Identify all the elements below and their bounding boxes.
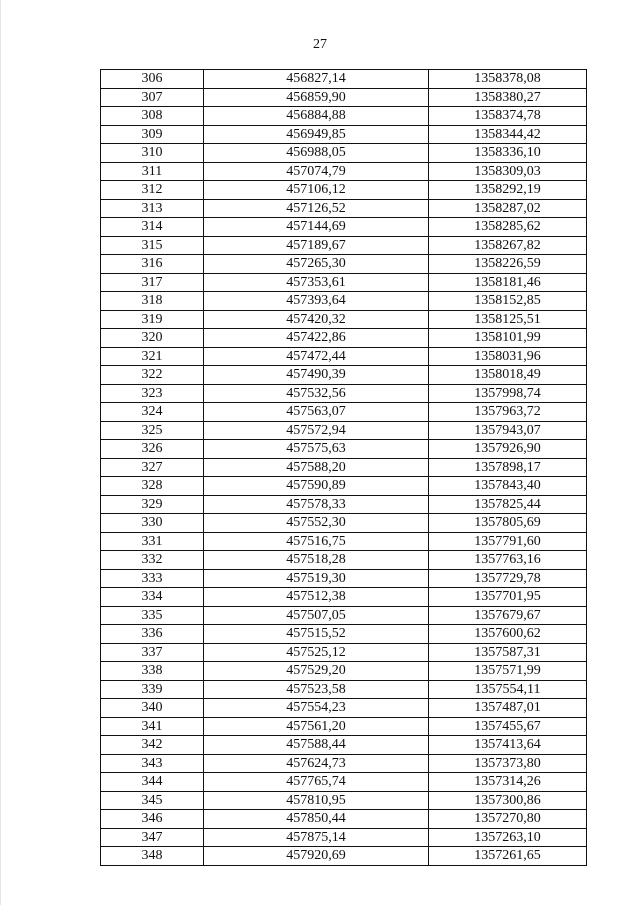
table-row [101, 810, 587, 829]
table-row [101, 70, 587, 89]
table-row [101, 625, 587, 644]
table-row [101, 107, 587, 126]
coordinates-table [100, 69, 587, 866]
point-number-cell: 330 [101, 514, 204, 533]
x-coordinate-cell: 457624,73 [204, 754, 429, 773]
x-coordinate-cell: 457518,28 [204, 551, 429, 570]
y-coordinate-cell: 1358336,10 [429, 144, 587, 163]
y-coordinate-cell: 1357373,80 [429, 754, 587, 773]
x-coordinate-cell: 457529,20 [204, 662, 429, 681]
y-coordinate-cell: 1358267,82 [429, 236, 587, 255]
point-number-cell: 310 [101, 144, 204, 163]
y-coordinate-cell: 1357763,16 [429, 551, 587, 570]
table-row [101, 310, 587, 329]
y-coordinate-cell: 1357455,67 [429, 717, 587, 736]
table-row [101, 236, 587, 255]
y-coordinate-cell: 1357843,40 [429, 477, 587, 496]
y-coordinate-cell: 1357261,65 [429, 847, 587, 866]
x-coordinate-cell: 457074,79 [204, 162, 429, 181]
y-coordinate-cell: 1357825,44 [429, 495, 587, 514]
y-coordinate-cell: 1358380,27 [429, 88, 587, 107]
x-coordinate-cell: 457578,33 [204, 495, 429, 514]
x-coordinate-cell: 457189,67 [204, 236, 429, 255]
page-edge-line [0, 0, 1, 905]
table-row [101, 273, 587, 292]
x-coordinate-cell: 456949,85 [204, 125, 429, 144]
table-row [101, 606, 587, 625]
table-row [101, 477, 587, 496]
point-number-cell: 333 [101, 569, 204, 588]
x-coordinate-cell: 457422,86 [204, 329, 429, 348]
point-number-cell: 306 [101, 70, 204, 89]
point-number-cell: 307 [101, 88, 204, 107]
point-number-cell: 327 [101, 458, 204, 477]
point-number-cell: 343 [101, 754, 204, 773]
table-row [101, 199, 587, 218]
y-coordinate-cell: 1358344,42 [429, 125, 587, 144]
y-coordinate-cell: 1357805,69 [429, 514, 587, 533]
y-coordinate-cell: 1357314,26 [429, 773, 587, 792]
x-coordinate-cell: 457554,23 [204, 699, 429, 718]
x-coordinate-cell: 457516,75 [204, 532, 429, 551]
point-number-cell: 325 [101, 421, 204, 440]
point-number-cell: 348 [101, 847, 204, 866]
x-coordinate-cell: 457590,89 [204, 477, 429, 496]
x-coordinate-cell: 457420,32 [204, 310, 429, 329]
point-number-cell: 328 [101, 477, 204, 496]
point-number-cell: 334 [101, 588, 204, 607]
point-number-cell: 339 [101, 680, 204, 699]
table-row [101, 329, 587, 348]
y-coordinate-cell: 1357487,01 [429, 699, 587, 718]
point-number-cell: 323 [101, 384, 204, 403]
y-coordinate-cell: 1357600,62 [429, 625, 587, 644]
point-number-cell: 336 [101, 625, 204, 644]
x-coordinate-cell: 457490,39 [204, 366, 429, 385]
x-coordinate-cell: 457507,05 [204, 606, 429, 625]
y-coordinate-cell: 1357587,31 [429, 643, 587, 662]
y-coordinate-cell: 1357943,07 [429, 421, 587, 440]
y-coordinate-cell: 1357701,95 [429, 588, 587, 607]
y-coordinate-cell: 1358309,03 [429, 162, 587, 181]
x-coordinate-cell: 457519,30 [204, 569, 429, 588]
x-coordinate-cell: 457810,95 [204, 791, 429, 810]
y-coordinate-cell: 1357679,67 [429, 606, 587, 625]
y-coordinate-cell: 1357270,80 [429, 810, 587, 829]
table-row [101, 680, 587, 699]
x-coordinate-cell: 457126,52 [204, 199, 429, 218]
y-coordinate-cell: 1357998,74 [429, 384, 587, 403]
y-coordinate-cell: 1358287,02 [429, 199, 587, 218]
table-row [101, 662, 587, 681]
table-row [101, 144, 587, 163]
table-row [101, 162, 587, 181]
point-number-cell: 344 [101, 773, 204, 792]
table-row [101, 366, 587, 385]
table-row [101, 218, 587, 237]
point-number-cell: 315 [101, 236, 204, 255]
table-row [101, 551, 587, 570]
x-coordinate-cell: 457512,38 [204, 588, 429, 607]
point-number-cell: 318 [101, 292, 204, 311]
x-coordinate-cell: 456859,90 [204, 88, 429, 107]
x-coordinate-cell: 457850,44 [204, 810, 429, 829]
point-number-cell: 341 [101, 717, 204, 736]
x-coordinate-cell: 456827,14 [204, 70, 429, 89]
point-number-cell: 324 [101, 403, 204, 422]
table-row [101, 458, 587, 477]
table-row [101, 514, 587, 533]
y-coordinate-cell: 1358018,49 [429, 366, 587, 385]
table-row [101, 828, 587, 847]
point-number-cell: 337 [101, 643, 204, 662]
point-number-cell: 340 [101, 699, 204, 718]
x-coordinate-cell: 457353,61 [204, 273, 429, 292]
table-row [101, 384, 587, 403]
x-coordinate-cell: 457920,69 [204, 847, 429, 866]
y-coordinate-cell: 1357898,17 [429, 458, 587, 477]
x-coordinate-cell: 457532,56 [204, 384, 429, 403]
table-row [101, 717, 587, 736]
x-coordinate-cell: 457523,58 [204, 680, 429, 699]
point-number-cell: 326 [101, 440, 204, 459]
point-number-cell: 342 [101, 736, 204, 755]
table-row [101, 791, 587, 810]
table-row [101, 421, 587, 440]
x-coordinate-cell: 457572,94 [204, 421, 429, 440]
table-row [101, 847, 587, 866]
x-coordinate-cell: 457525,12 [204, 643, 429, 662]
x-coordinate-cell: 457875,14 [204, 828, 429, 847]
table-row [101, 88, 587, 107]
x-coordinate-cell: 457106,12 [204, 181, 429, 200]
y-coordinate-cell: 1358125,51 [429, 310, 587, 329]
table-row [101, 181, 587, 200]
table-row [101, 440, 587, 459]
point-number-cell: 313 [101, 199, 204, 218]
point-number-cell: 346 [101, 810, 204, 829]
table-row [101, 125, 587, 144]
y-coordinate-cell: 1358226,59 [429, 255, 587, 274]
table-row [101, 699, 587, 718]
table-row [101, 532, 587, 551]
table-row [101, 754, 587, 773]
x-coordinate-cell: 457265,30 [204, 255, 429, 274]
table-row [101, 773, 587, 792]
y-coordinate-cell: 1358152,85 [429, 292, 587, 311]
point-number-cell: 314 [101, 218, 204, 237]
page-number: 27 [313, 37, 327, 52]
point-number-cell: 317 [101, 273, 204, 292]
x-coordinate-cell: 457561,20 [204, 717, 429, 736]
table-row [101, 292, 587, 311]
y-coordinate-cell: 1358374,78 [429, 107, 587, 126]
point-number-cell: 332 [101, 551, 204, 570]
y-coordinate-cell: 1358378,08 [429, 70, 587, 89]
y-coordinate-cell: 1357926,90 [429, 440, 587, 459]
point-number-cell: 345 [101, 791, 204, 810]
x-coordinate-cell: 457563,07 [204, 403, 429, 422]
table-row [101, 347, 587, 366]
x-coordinate-cell: 457472,44 [204, 347, 429, 366]
table-row [101, 495, 587, 514]
x-coordinate-cell: 457588,44 [204, 736, 429, 755]
x-coordinate-cell: 457144,69 [204, 218, 429, 237]
x-coordinate-cell: 457515,52 [204, 625, 429, 644]
point-number-cell: 320 [101, 329, 204, 348]
point-number-cell: 347 [101, 828, 204, 847]
y-coordinate-cell: 1358285,62 [429, 218, 587, 237]
y-coordinate-cell: 1358031,96 [429, 347, 587, 366]
point-number-cell: 321 [101, 347, 204, 366]
y-coordinate-cell: 1357729,78 [429, 569, 587, 588]
x-coordinate-cell: 456884,88 [204, 107, 429, 126]
y-coordinate-cell: 1358101,99 [429, 329, 587, 348]
point-number-cell: 329 [101, 495, 204, 514]
y-coordinate-cell: 1357413,64 [429, 736, 587, 755]
x-coordinate-cell: 457575,63 [204, 440, 429, 459]
y-coordinate-cell: 1357791,60 [429, 532, 587, 551]
table-row [101, 736, 587, 755]
x-coordinate-cell: 457765,74 [204, 773, 429, 792]
table-row [101, 403, 587, 422]
table-row [101, 255, 587, 274]
x-coordinate-cell: 457588,20 [204, 458, 429, 477]
y-coordinate-cell: 1357300,86 [429, 791, 587, 810]
coordinates-table-body [101, 70, 587, 866]
point-number-cell: 311 [101, 162, 204, 181]
table-row [101, 588, 587, 607]
point-number-cell: 308 [101, 107, 204, 126]
point-number-cell: 335 [101, 606, 204, 625]
point-number-cell: 316 [101, 255, 204, 274]
point-number-cell: 309 [101, 125, 204, 144]
table-row [101, 643, 587, 662]
point-number-cell: 322 [101, 366, 204, 385]
table-row [101, 569, 587, 588]
y-coordinate-cell: 1357571,99 [429, 662, 587, 681]
y-coordinate-cell: 1357554,11 [429, 680, 587, 699]
x-coordinate-cell: 457393,64 [204, 292, 429, 311]
point-number-cell: 319 [101, 310, 204, 329]
y-coordinate-cell: 1358292,19 [429, 181, 587, 200]
point-number-cell: 331 [101, 532, 204, 551]
x-coordinate-cell: 457552,30 [204, 514, 429, 533]
y-coordinate-cell: 1358181,46 [429, 273, 587, 292]
y-coordinate-cell: 1357263,10 [429, 828, 587, 847]
point-number-cell: 312 [101, 181, 204, 200]
y-coordinate-cell: 1357963,72 [429, 403, 587, 422]
x-coordinate-cell: 456988,05 [204, 144, 429, 163]
point-number-cell: 338 [101, 662, 204, 681]
